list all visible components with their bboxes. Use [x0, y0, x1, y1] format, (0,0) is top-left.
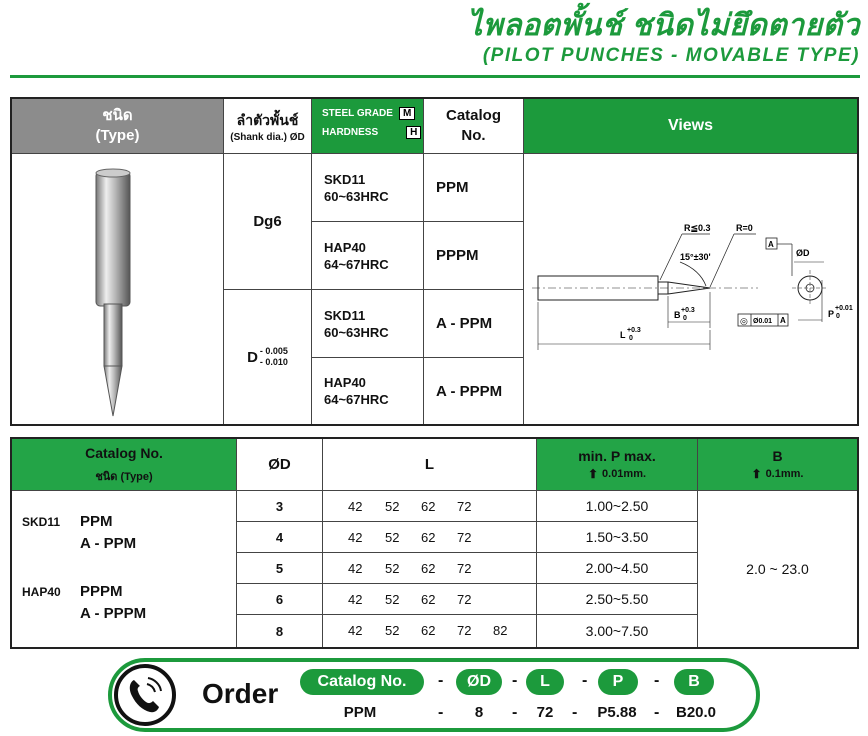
phone-icon	[114, 664, 176, 726]
diameter-label: ØD	[796, 248, 810, 258]
shank-d-tolerance	[224, 290, 312, 424]
technical-drawing	[524, 154, 857, 424]
hardness-value: 64~67HRC	[324, 392, 389, 407]
l-value: 42	[348, 561, 363, 576]
order-separator: -	[512, 704, 518, 721]
type-code: PPPM	[80, 583, 123, 600]
dia-value: 4	[237, 522, 323, 553]
order-label: Order	[202, 678, 279, 709]
l-dimension-label: L	[620, 330, 626, 340]
size-type-cell	[12, 491, 237, 647]
p-tolerance-upper: +0.01	[835, 305, 853, 312]
type-code: PPM	[80, 513, 113, 530]
order-separator: -	[582, 672, 588, 689]
p-range-value: 1.50~3.50	[537, 522, 698, 553]
order-example-p: P5.88	[597, 704, 637, 721]
steel-row-2	[312, 222, 424, 290]
order-example-diameter: 8	[474, 704, 484, 721]
size-catalog-header	[12, 439, 237, 491]
l-value: 82	[493, 623, 508, 638]
catalog-header-line2: No.	[461, 127, 486, 144]
hardness-value: 64~67HRC	[324, 256, 389, 272]
p-range-value: 2.50~5.50	[537, 584, 698, 615]
shank-header	[224, 99, 312, 154]
order-field-diameter: ØD	[456, 669, 502, 695]
type-header-english: (Type)	[95, 127, 140, 144]
steel-row-3	[312, 290, 424, 358]
datum-a-label: A	[768, 240, 774, 249]
size-dia-header: ØD	[237, 439, 323, 491]
order-separator: -	[438, 672, 444, 689]
dia-value: 8	[237, 615, 323, 647]
step-arrow-icon: ⬆	[751, 467, 762, 481]
catalog-row-2: PPPM	[424, 222, 524, 290]
concentricity-symbol: ◎	[740, 316, 748, 326]
b-dimension-label: B	[674, 310, 681, 320]
views-header: Views	[524, 99, 857, 154]
steel-grade-mark: M	[399, 107, 415, 120]
dia-value: 5	[237, 553, 323, 584]
order-field-b: B	[674, 669, 714, 695]
p-range-value: 1.00~2.50	[537, 491, 698, 522]
catalog-row-1: PPM	[424, 154, 524, 222]
type-grade-hap40: HAP40	[22, 585, 61, 599]
l-value: 72	[457, 499, 472, 514]
l-value: 42	[348, 592, 363, 607]
steel-grade-value: HAP40	[324, 375, 366, 390]
steel-row-4	[312, 358, 424, 424]
steel-grade-label: STEEL GRADE	[322, 108, 393, 119]
l-value: 52	[385, 623, 400, 638]
l-value: 52	[385, 499, 400, 514]
l-value: 62	[421, 592, 436, 607]
steel-hardness-header	[312, 99, 424, 154]
technical-drawing-cell	[524, 154, 857, 424]
spec-table	[10, 97, 859, 426]
l-value: 42	[348, 623, 363, 638]
order-separator: -	[438, 704, 444, 721]
size-catalog-header-label: Catalog No.	[85, 444, 163, 461]
hardness-label: HARDNESS	[322, 127, 379, 138]
type-header-thai: ชนิด	[102, 107, 133, 124]
size-type-header-label: ชนิด (Type)	[95, 470, 153, 483]
p-tolerance-lower: 0	[836, 313, 840, 320]
steel-grade-value: SKD11	[324, 307, 366, 323]
order-box	[108, 658, 760, 732]
type-grade-skd11: SKD11	[22, 515, 61, 529]
l-value: 62	[421, 623, 436, 638]
catalog-row-4: A - PPPM	[424, 358, 524, 424]
order-field-catalog: Catalog No.	[300, 669, 424, 695]
l-values-row	[323, 615, 537, 647]
l-value: 62	[421, 499, 436, 514]
page-title-thai: ไพลอตพั้นช์ ชนิดไม่ยึดตายตัว	[467, 9, 860, 42]
catalog-header-line1: Catalog	[445, 107, 501, 124]
hardness-value: 60~63HRC	[324, 188, 389, 204]
l-values-row	[323, 553, 537, 584]
l-value: 52	[385, 561, 400, 576]
p-range-value: 2.00~4.50	[537, 553, 698, 584]
shank-d-upper: - 0.005	[259, 346, 288, 356]
order-field-length: L	[526, 669, 564, 695]
catalog-row-3: A - PPM	[424, 290, 524, 358]
concentricity-value: Ø0.01	[753, 318, 773, 325]
punch-illustration-cell	[12, 154, 224, 424]
l-value: 72	[457, 623, 472, 638]
l-value: 42	[348, 530, 363, 545]
shank-d-base: D	[247, 348, 258, 366]
b-range-value: 2.0 ~ 23.0	[746, 561, 809, 577]
l-values-row	[323, 491, 537, 522]
order-field-p: P	[598, 669, 638, 695]
title-divider	[10, 75, 860, 78]
shank-header-english: (Shank dia.) ØD	[230, 131, 305, 143]
order-separator: -	[572, 704, 578, 721]
shank-header-thai: ลำตัวพั้นช์	[236, 111, 299, 128]
l-value: 52	[385, 530, 400, 545]
size-b-header-label: B	[772, 448, 783, 464]
order-example-catalog: PPM	[343, 704, 377, 721]
l-value: 72	[457, 530, 472, 545]
size-p-header	[537, 439, 698, 491]
l-value: 52	[385, 592, 400, 607]
l-value: 72	[457, 592, 472, 607]
order-separator: -	[654, 704, 660, 721]
shank-d-lower: - 0.010	[259, 357, 288, 367]
type-code: A - PPM	[80, 535, 137, 552]
size-p-step: 0.01mm.	[602, 468, 647, 480]
size-b-step: 0.1mm.	[765, 468, 804, 480]
pilot-punch-image	[12, 154, 224, 424]
angle-label: 15°±30'	[680, 252, 711, 262]
l-values-row	[323, 584, 537, 615]
steel-row-1	[312, 154, 424, 222]
l-values-row	[323, 522, 537, 553]
order-example-b: B20.0	[675, 704, 717, 721]
l-tolerance-lower: 0	[629, 335, 633, 342]
l-value: 72	[457, 561, 472, 576]
step-arrow-icon: ⬆	[587, 467, 599, 481]
l-value: 42	[348, 499, 363, 514]
b-tolerance-lower: 0	[683, 315, 687, 322]
b-tolerance-upper: +0.3	[681, 307, 695, 314]
hardness-value: 60~63HRC	[324, 324, 389, 340]
l-value: 62	[421, 561, 436, 576]
steel-grade-value: HAP40	[324, 239, 366, 255]
dia-value: 6	[237, 584, 323, 615]
order-separator: -	[512, 672, 518, 689]
l-value: 62	[421, 530, 436, 545]
phone-handset-icon	[118, 668, 172, 722]
size-b-header	[698, 439, 857, 491]
size-table	[10, 437, 859, 649]
shank-dg6: Dg6	[224, 154, 312, 290]
order-separator: -	[654, 672, 660, 689]
catalog-header	[424, 99, 524, 154]
dia-value: 3	[237, 491, 323, 522]
size-p-header-label: min. P max.	[578, 448, 656, 464]
l-tolerance-upper: +0.3	[627, 327, 641, 334]
hardness-mark: H	[406, 126, 421, 139]
page-title-english: (PILOT PUNCHES - MOVABLE TYPE)	[482, 45, 860, 66]
order-example-length: 72	[536, 704, 554, 721]
concentricity-datum: A	[780, 316, 786, 325]
p-dimension-label: P	[828, 309, 835, 319]
type-header	[12, 99, 224, 154]
p-range-value: 3.00~7.50	[537, 615, 698, 647]
size-l-header: L	[323, 439, 537, 491]
tip-radius-label: R≦0.3	[684, 223, 711, 233]
zero-radius-label: R=0	[736, 223, 753, 233]
type-code: A - PPPM	[80, 605, 147, 622]
steel-grade-value: SKD11	[324, 171, 366, 187]
